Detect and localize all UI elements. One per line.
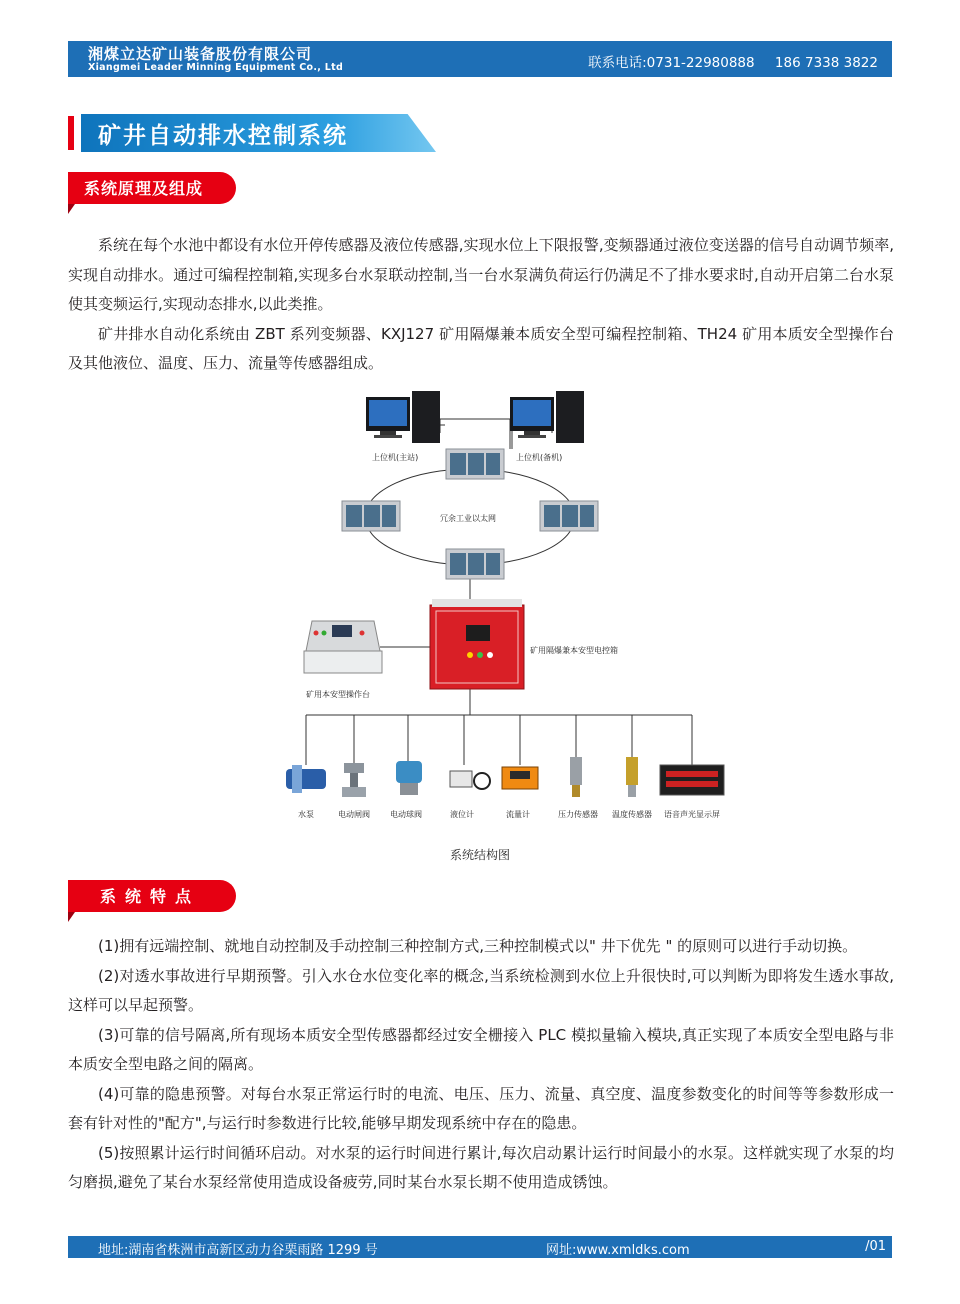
feature-item: (2)对透水事故进行早期预警。引入水仓水位变化率的概念,当系统检测到水位上升很快时,可以判断为即将发生透水事故,这样可以早起预警。 <box>68 966 894 1014</box>
label-device: 电动闸阀 <box>338 810 370 819</box>
label-host-backup: 上位机(备机) <box>516 453 563 462</box>
flow-meter-icon <box>502 767 538 789</box>
feature-item: (5)按照累计运行时间循环启动。对水泵的运行时间进行累计,每次启动累计运行时间最小的水泵。这样就实现了水泵的均匀磨损,避免了某台水泵经常使用造成设备疲劳,同时某台水泵长期不使用造成锈蚀。 <box>68 1143 894 1191</box>
page-title-banner <box>68 114 438 152</box>
label-device: 语音声光显示屏 <box>664 810 720 819</box>
page-number: /01 <box>865 1239 886 1254</box>
electric-gate-valve-icon <box>342 763 366 797</box>
features-list <box>68 932 894 1198</box>
voice-display-icon <box>660 765 724 795</box>
title-accent-bar <box>68 116 74 150</box>
label-device: 液位计 <box>450 810 474 819</box>
phone-mobile: 186 7338 3822 <box>774 55 878 71</box>
switch-top-icon <box>446 449 504 479</box>
operation-console-icon <box>304 621 382 673</box>
page-title: 矿井自动排水控制系统 <box>98 123 348 149</box>
host-computer-backup-icon <box>510 391 584 443</box>
company-name-cn: 湘煤立达矿山装备股份有限公司 <box>88 45 313 63</box>
phone-landline: 联系电话:0731-22980888 <box>588 55 755 71</box>
electric-ball-valve-icon <box>396 761 422 795</box>
label-network: 冗余工业以太网 <box>440 514 496 523</box>
pressure-sensor-icon <box>570 757 582 797</box>
label-control-box: 矿用隔爆兼本安型电控箱 <box>530 646 618 655</box>
footer-website: 网址:www.xmldks.com <box>546 1243 690 1258</box>
label-device: 水泵 <box>298 810 314 819</box>
header-bar <box>68 41 892 77</box>
paragraph: 系统在每个水池中都设有水位开停传感器及液位传感器,实现水位上下限报警,变频器通过液位变送器的信号自动调节频率,实现自动排水。通过可编程控制箱,实现多台水泵联动控制,当一台水泵满负荷运行仍满足不了排水要求时,自动开启第二台水泵使其变频运行,实现动态排水,以此类推。 <box>68 236 894 313</box>
contact-phone <box>588 51 878 71</box>
label-device: 电动球阀 <box>390 810 422 819</box>
water-pump-icon <box>286 765 326 793</box>
company-name-en: Xiangmei Leader Minning Equipment Co., Ltd <box>88 62 344 73</box>
switch-left-icon <box>342 501 400 531</box>
switch-right-icon <box>540 501 598 531</box>
section-heading-label: 系统原理及组成 <box>84 179 204 198</box>
section-heading-label: 系统特点 <box>100 887 201 906</box>
label-device: 温度传感器 <box>612 810 652 819</box>
section-heading-principle <box>68 172 236 214</box>
footer-address: 地址:湖南省株洲市高新区动力谷栗雨路 1299 号 <box>98 1243 378 1258</box>
label-host-main: 上位机(主站) <box>372 453 419 462</box>
host-computer-main-icon <box>366 391 440 443</box>
footer-bar <box>68 1236 892 1258</box>
diagram-graphics <box>270 385 760 825</box>
principle-text <box>68 231 894 379</box>
feature-item: (1)拥有远端控制、就地自动控制及手动控制三种控制方式,三种控制模式以" 井下优先 " 的原则可以进行手动切换。 <box>98 937 858 955</box>
feature-item: (4)可靠的隐患预警。对每台水泵正常运行时的电流、电压、压力、流量、真空度、温度参数变化的时间等等参数形成一套有针对性的"配方",与运行时参数进行比较,能够早期发现系统中存在的隐患。 <box>68 1084 894 1132</box>
label-device: 流量计 <box>506 810 530 819</box>
label-device: 压力传感器 <box>558 810 598 819</box>
control-box-icon <box>430 599 524 689</box>
switch-bottom-icon <box>446 549 504 579</box>
label-console: 矿用本安型操作台 <box>306 690 370 699</box>
temperature-sensor-icon <box>626 757 638 797</box>
feature-item: (3)可靠的信号隔离,所有现场本质安全型传感器都经过安全栅接入 PLC 模拟量输入模块,真正实现了本质安全型电路与非本质安全型电路之间的隔离。 <box>68 1025 894 1073</box>
diagram-caption: 系统结构图 <box>449 848 510 862</box>
section-heading-features <box>68 880 236 922</box>
paragraph: 矿井排水自动化系统由 ZBT 系列变频器、KXJ127 矿用隔爆兼本质安全型可编程控制箱、TH24 矿用本质安全型操作台及其他液位、温度、压力、流量等传感器组成。 <box>68 324 894 372</box>
system-structure-diagram <box>270 385 760 825</box>
level-meter-icon <box>450 771 490 789</box>
